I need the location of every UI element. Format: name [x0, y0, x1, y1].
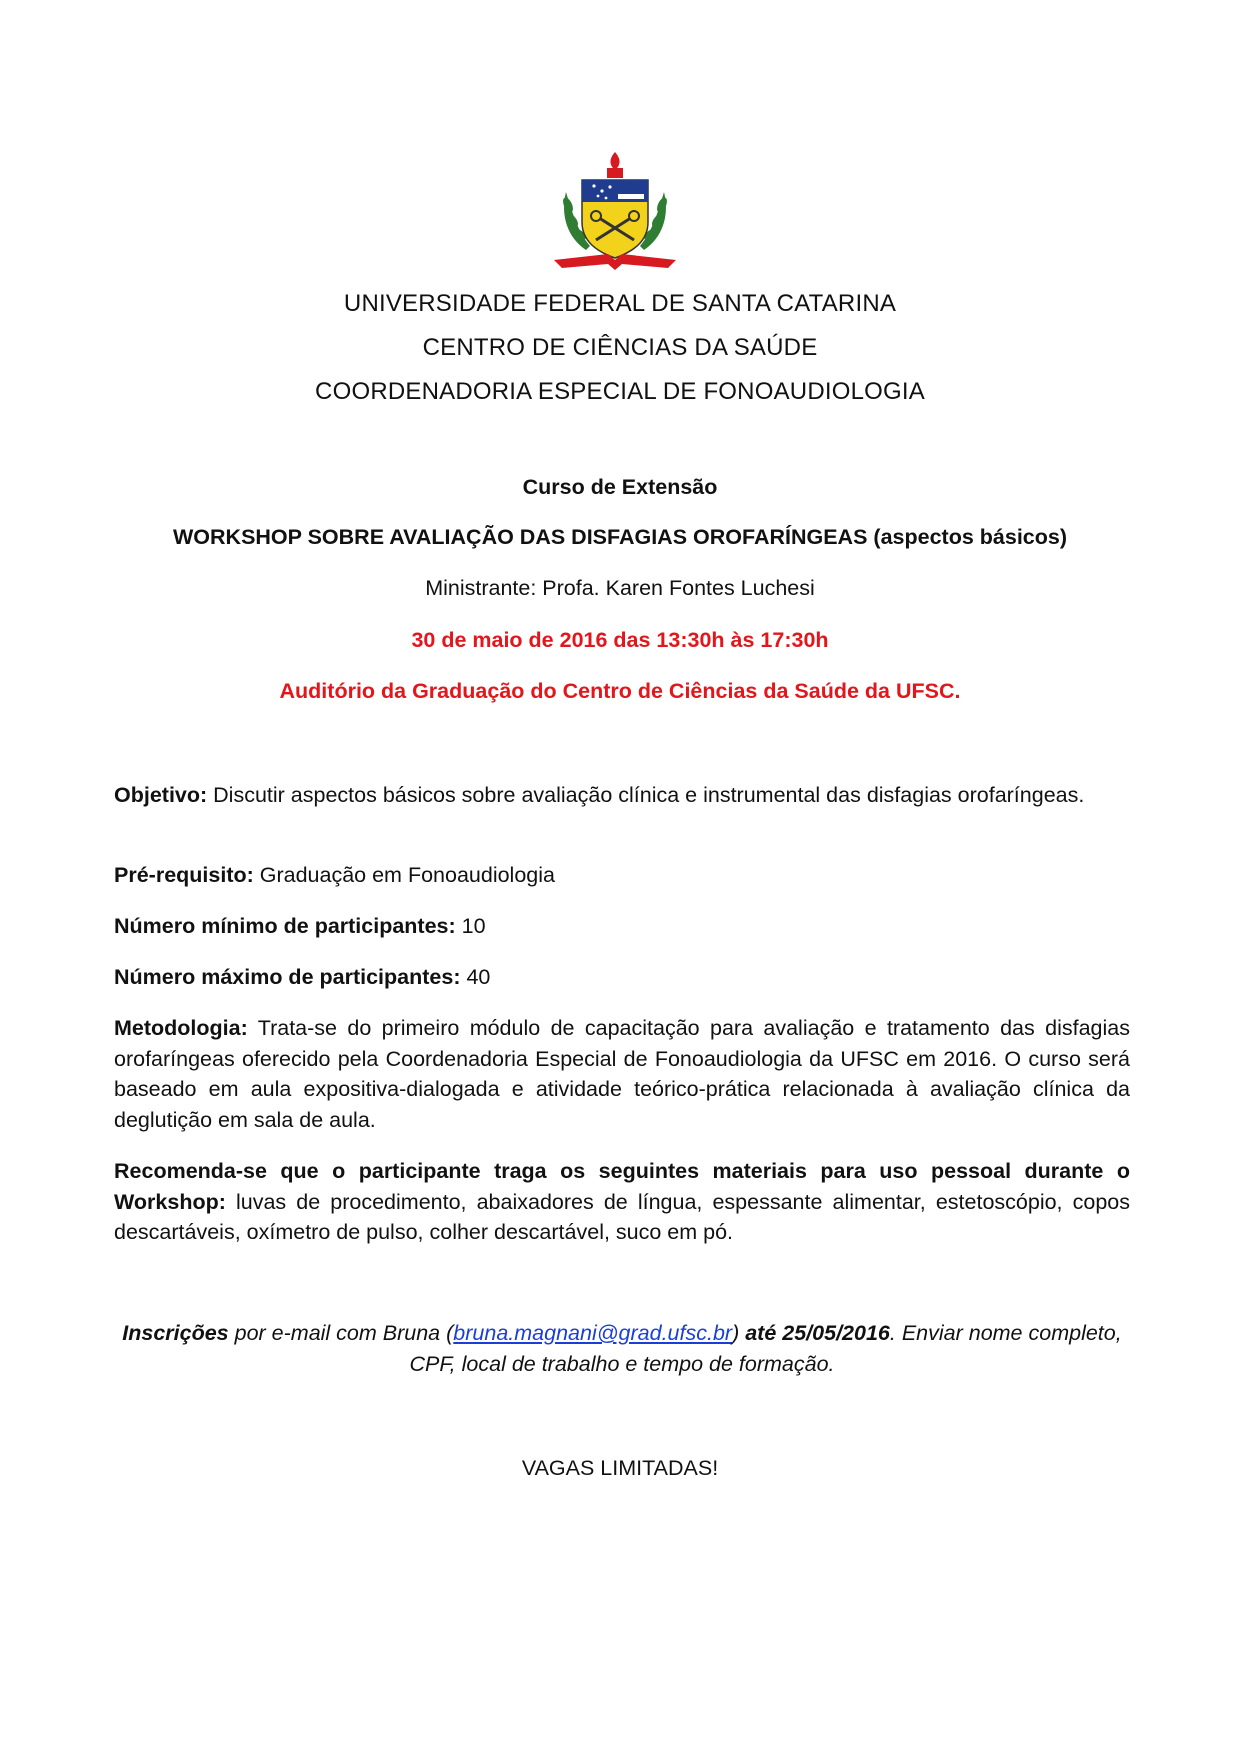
min-participants-value: 10: [455, 914, 486, 938]
date-time: 30 de maio de 2016 das 13:30h às 17:30h: [411, 628, 829, 652]
limited-vacancies-notice: VAGAS LIMITADAS!: [521, 1456, 719, 1480]
registration-label: Inscrições: [122, 1321, 229, 1345]
min-participants: [114, 911, 1130, 942]
registration-text-3: . Enviar nome completo, CPF, local de trabalho e tempo de formação.: [409, 1321, 1122, 1376]
registration-text-2: ): [732, 1321, 746, 1345]
registration-paragraph: [114, 1318, 1130, 1379]
materials-paragraph: [114, 1156, 1130, 1248]
methodology-text: Trata-se do primeiro módulo de capacitação para avaliação e tratamento das disfagias orofaríngeas oferecido pela Coordenadoria Especial de Fonoaudiologia da UFSC em 2016. O curso será baseado em aula expositiva-dialogada e atividade teórico-prática relacionada à avaliação clínica da deglutição em sala de aula.: [114, 1016, 1130, 1132]
prerequisite-text: Graduação em Fonoaudiologia: [253, 863, 555, 887]
center-name: CENTRO DE CIÊNCIAS DA SAÚDE: [422, 334, 818, 361]
max-participants: [114, 962, 1130, 993]
registration-deadline: até 25/05/2016: [745, 1321, 890, 1345]
prerequisite-paragraph: [114, 860, 1130, 891]
materials-text: luvas de procedimento, abaixadores de língua, espessante alimentar, estetoscópio, copos descartáveis, oxímetro de pulso, colher descartável, suco em pó.: [114, 1189, 1130, 1244]
objective-label: Objetivo:: [114, 783, 208, 807]
objective-paragraph: [114, 780, 1130, 811]
workshop-title-main: WORKSHOP SOBRE AVALIAÇÃO DAS DISFAGIAS OROFARÍNGEAS: [173, 525, 868, 549]
workshop-title: [0, 525, 1240, 550]
instructor: Ministrante: Profa. Karen Fontes Luchesi: [425, 576, 815, 600]
course-type: Curso de Extensão: [522, 475, 718, 499]
max-participants-value: 40: [460, 965, 491, 989]
ufsc-crest-icon: [548, 150, 682, 274]
registration-text-1: por e-mail com Bruna (: [228, 1321, 454, 1345]
materials-label: Recomenda-se que o participante traga os seguintes materiais para uso pessoal durante o Workshop:: [114, 1159, 1130, 1214]
methodology-paragraph: [114, 1013, 1130, 1135]
min-participants-label: Número mínimo de participantes:: [114, 914, 456, 938]
prerequisite-label: Pré-requisito:: [114, 863, 254, 887]
registration-email-link[interactable]: bruna.magnani@grad.ufsc.br: [453, 1321, 733, 1345]
department-name: COORDENADORIA ESPECIAL DE FONOAUDIOLOGIA: [315, 378, 925, 405]
workshop-title-suffix: (aspectos básicos): [873, 525, 1067, 549]
max-participants-label: Número máximo de participantes:: [114, 965, 461, 989]
objective-text: Discutir aspectos básicos sobre avaliação clínica e instrumental das disfagias orofaríngeas.: [207, 783, 1085, 807]
methodology-label: Metodologia:: [114, 1016, 248, 1040]
venue: Auditório da Graduação do Centro de Ciências da Saúde da UFSC.: [279, 679, 961, 703]
university-name: UNIVERSIDADE FEDERAL DE SANTA CATARINA: [343, 290, 897, 317]
